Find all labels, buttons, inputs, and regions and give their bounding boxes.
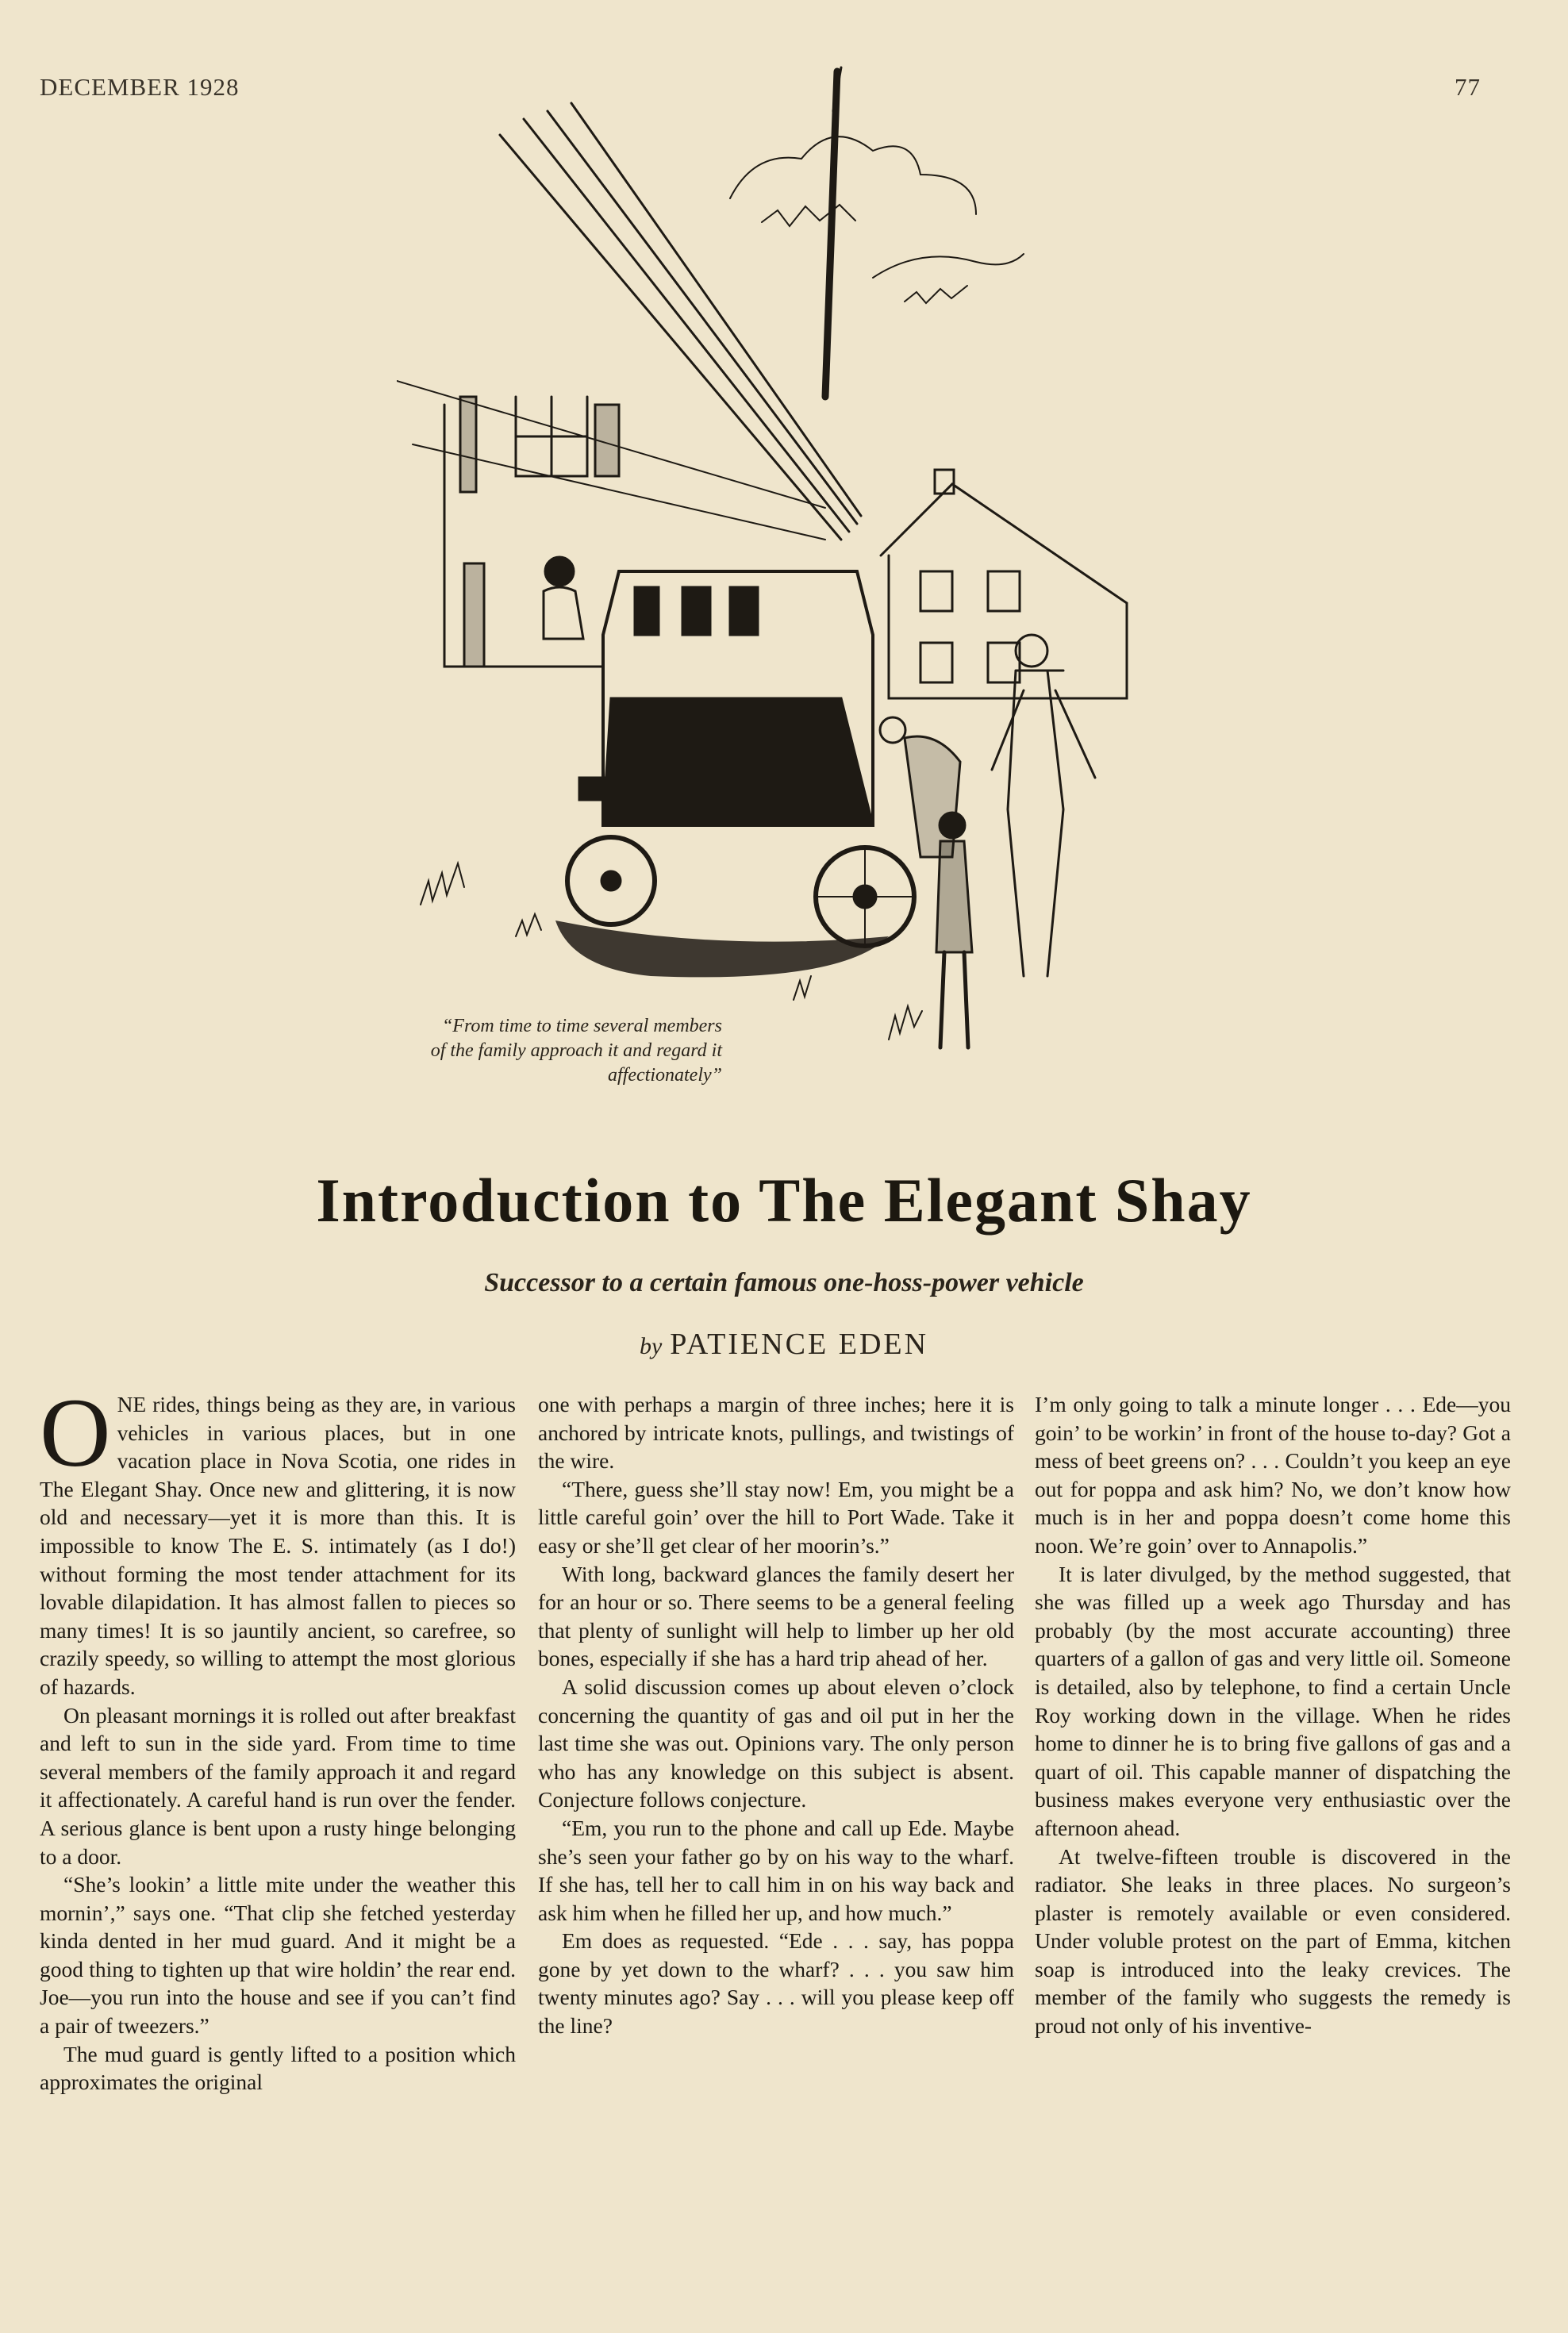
paragraph: The mud guard is gently lifted to a position which approximates the original bbox=[40, 2041, 516, 2095]
paragraph: On pleasant mornings it is rolled out after breakfast and left to sun in the side yard. From time to time several members of the family approach it and regard it affectionately. A careful hand is run over the fender. A serious glance is bent upon a rusty hinge belonging to a door. bbox=[40, 1702, 516, 1869]
paragraph: “She’s lookin’ a little mite under the weather this mornin’,” says one. “That clip she fetched yesterday kinda dented in her mud guard. And it might be a good thing to tighten up that wire holdin’ the rear end. Joe—you run into the house and see if you can’t find a pair of tweezers.” bbox=[40, 1872, 516, 2039]
byline-prefix: by bbox=[639, 1333, 663, 1359]
illustration-caption: “From time to time several members of the family approach it and regard it affectionately” bbox=[430, 1016, 722, 1086]
byline bbox=[0, 1327, 1568, 1362]
author-name: PATIENCE EDEN bbox=[670, 1328, 929, 1361]
page-number: 77 bbox=[1455, 73, 1481, 101]
paragraph: one with perhaps a margin of three inches; here it is anchored by intricate knots, pullings, and twistings of the wire. bbox=[538, 1392, 1014, 1474]
pen-drawing-illustration bbox=[397, 63, 1159, 1127]
text-column-2 bbox=[538, 1390, 1014, 2303]
article-title: Introduction to The Elegant Shay bbox=[316, 1166, 1252, 1235]
drop-cap: O bbox=[40, 1390, 111, 1487]
paragraph: With long, backward glances the family desert her for an hour or so. There seems to be a general feeling that plenty of sunlight will help to limber up her old bones, especially if she has a hard trip ahead of her. bbox=[538, 1561, 1014, 1671]
paragraph: ONE rides, things being as they are, in various vehicles in various places, but in one vacation place in Nova Scotia, one rides in The Elegant Shay. Once new and glittering, it is now old and necessary—yet it is more than this. It is impossible to know The E. S. intimately (as I do!) without forming the most tender attachment for its lovable dilapidation. It has almost fallen to pieces so many times! It is so jauntily ancient, so carefree, so crazily speedy, so willing to attempt the most glorious of hazards. bbox=[40, 1390, 516, 1699]
paragraph: “There, guess she’ll stay now! Em, you might be a little careful goin’ over the hill to Port Wade. Take it easy or she’ll get clear of her moorin’s.” bbox=[538, 1476, 1014, 1558]
paragraph: A solid discussion comes up about eleven o’clock concerning the quantity of gas and oil put in her the last time she was out. Opinions vary. The only person who has any knowledge on this subject is absent. Conjecture follows conjecture. bbox=[538, 1674, 1014, 1812]
text-column-1 bbox=[40, 1390, 516, 2303]
paragraph: I’m only going to talk a minute longer . . . Ede—you goin’ to be workin’ in front of the house to-day? Got a mess of beet greens on? . . . Couldn’t you keep an eye out for poppa and ask him? No, we don’t know how much is in her and poppa doesn’t come home this noon. We’re goin’ over to Annapolis.” bbox=[1035, 1392, 1511, 1558]
paragraph: Em does as requested. “Ede . . . say, has poppa gone by yet down to the wharf? . . . you saw him twenty minutes ago? Say . . . will you please keep off the line? bbox=[538, 1928, 1014, 2039]
issue-date: DECEMBER 1928 bbox=[40, 73, 240, 101]
paragraph: It is later divulged, by the method suggested, that she was filled up a week ago Thursday and has probably (by the most accurate accounting) three quarters of a gallon of gas and very little oil. Someone is detailed, also by telephone, to find a certain Uncle Roy working down in the village. When he rides home to dinner he is to bring five gallons of gas and a quart of oil. This capable manner of dispatching the business makes everyone very enthusiastic over the afternoon ahead. bbox=[1035, 1561, 1511, 1840]
paragraph: “Em, you run to the phone and call up Ede. Maybe she’s seen your father go by on his way to the wharf. If she has, tell her to call him in on his way back and ask him when he filled her up, and how much.” bbox=[538, 1815, 1014, 1925]
text-column-3 bbox=[1035, 1390, 1511, 2303]
paragraph: At twelve-fifteen trouble is discovered in the radiator. She leaks in three places. No surgeon’s plaster is remotely available or even considered. Under voluble protest on the part of Emma, kitchen soap is introduced into the leaky crevices. The member of the family who suggests the remedy is proud not only of his inventive- bbox=[1035, 1843, 1511, 2039]
article-subtitle: Successor to a certain famous one-hoss-power vehicle bbox=[484, 1268, 1084, 1297]
